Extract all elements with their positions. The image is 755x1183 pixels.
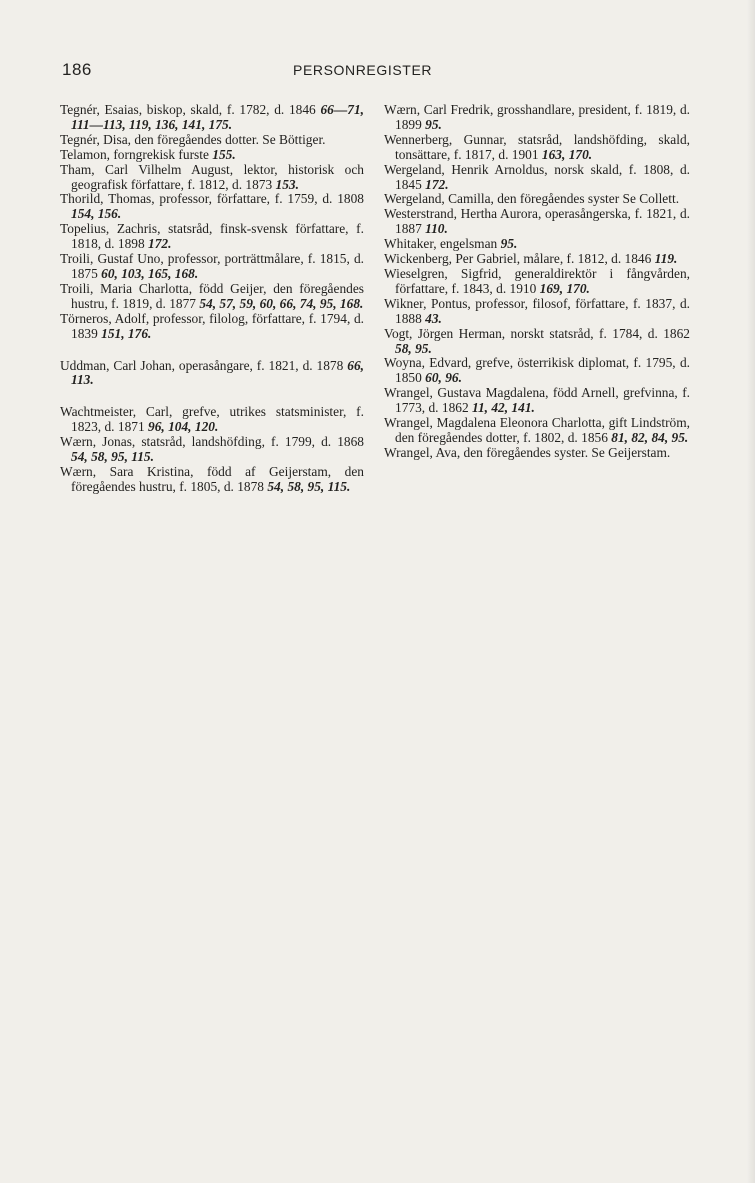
entry-text: Wergeland, Camilla, den föregåendes syster Se Collett. — [384, 191, 680, 207]
register-entry — [384, 297, 690, 327]
entry-text: Wærn, Sara Kristina, född af Geijerstam, den föregåendes hustru, f. 1805, d. 1878 — [60, 463, 364, 494]
entry-text: Wærn, Jonas, statsråd, landshöfding, f. 1799, d. 1868 — [60, 434, 364, 450]
entry-text: Troili, Maria Charlotta, född Geijer, den föregåendes hustru, f. 1819, d. 1877 — [60, 280, 364, 311]
register-entry — [60, 133, 364, 148]
entry-text: Wergeland, Henrik Arnoldus, norsk skald, f. 1808, d. 1845 — [384, 161, 690, 192]
entry-page-refs: 153. — [275, 176, 299, 192]
entry-page-refs: 95. — [500, 236, 518, 252]
register-entry — [384, 327, 690, 357]
entry-page-refs: 172. — [425, 176, 449, 192]
register-entry — [384, 192, 690, 207]
running-title: PERSONREGISTER — [293, 62, 433, 78]
entry-page-refs: 119. — [654, 251, 678, 267]
register-entry — [384, 133, 690, 163]
register-entry — [384, 252, 690, 267]
entry-page-refs: 110. — [425, 221, 448, 237]
entry-text: Wickenberg, Per Gabriel, målare, f. 1812, d. 1846 — [384, 251, 655, 267]
register-entry — [60, 312, 364, 342]
page-header — [62, 60, 695, 84]
entry-text: Törneros, Adolf, professor, filolog, författare, f. 1794, d. 1839 — [60, 310, 364, 341]
register-entry — [384, 416, 690, 446]
register-entry — [60, 405, 364, 435]
entry-page-refs: 151, 176. — [101, 325, 152, 341]
entry-text: Tegnér, Esaias, biskop, skald, f. 1782, d. 1846 — [60, 102, 321, 117]
register-entry — [384, 267, 690, 297]
entry-text: Wikner, Pontus, professor, filosof, författare, f. 1837, d. 1888 — [384, 295, 690, 326]
entry-text: Wrangel, Ava, den föregåendes syster. Se Geijerstam. — [384, 444, 671, 460]
entry-text: Wærn, Carl Fredrik, grosshandlare, president, f. 1819, d. 1899 — [384, 102, 690, 132]
entry-text: Troili, Gustaf Uno, professor, porträttmålare, f. 1815, d. 1875 — [60, 251, 364, 281]
entry-page-refs: 66, 113. — [71, 357, 364, 388]
entry-page-refs: 81, 82, 84, 95. — [611, 429, 689, 445]
register-entry — [384, 237, 690, 252]
entry-page-refs: 95. — [425, 116, 442, 132]
entry-text: Tegnér, Disa, den föregåendes dotter. Se Böttiger. — [60, 131, 326, 147]
entry-text: Whitaker, engelsman — [384, 236, 501, 252]
entry-page-refs: 96, 104, 120. — [148, 419, 219, 435]
page-number: 186 — [62, 60, 92, 79]
entry-page-refs: 60, 103, 165, 168. — [101, 265, 199, 281]
entry-page-refs: 66—71, 111—113, 119, 136, 141, 175. — [71, 102, 364, 132]
register-entry — [60, 103, 364, 133]
entry-text: Thorild, Thomas, professor, författare, f. 1759, d. 1808 — [60, 191, 364, 207]
entry-page-refs: 155. — [212, 146, 236, 162]
entry-text: Tham, Carl Vilhelm August, lektor, historisk och geografisk författare, f. 1812, d. 1873 — [60, 161, 364, 192]
register-entry — [384, 207, 690, 237]
entry-text: Topelius, Zachris, statsråd, finsk-svensk författare, f. 1818, d. 1898 — [60, 221, 364, 252]
entry-text: Wrangel, Magdalena Eleonora Charlotta, gift Lindström, den föregåendes dotter, f. 1802, d. 1856 — [384, 415, 690, 445]
entry-page-refs: 54, 58, 95, 115. — [267, 478, 351, 494]
entry-page-refs: 172. — [148, 236, 172, 252]
entry-text: Vogt, Jörgen Herman, norskt statsråd, f. 1784, d. 1862 — [384, 325, 690, 341]
entry-text: Uddman, Carl Johan, operasångare, f. 1821, d. 1878 — [60, 357, 348, 373]
right-column — [384, 103, 690, 461]
register-entry — [384, 446, 690, 461]
entry-text: Telamon, forngrekisk furste — [60, 146, 213, 162]
entry-page-refs: 163, 170. — [541, 146, 593, 162]
register-entry — [384, 386, 690, 416]
register-entry — [384, 103, 690, 133]
entry-text: Wieselgren, Sigfrid, generaldirektör i fångvården, författare, f. 1843, d. 1910 — [384, 265, 690, 296]
entry-text: Woyna, Edvard, grefve, österrikisk diplomat, f. 1795, d. 1850 — [384, 355, 690, 386]
entry-page-refs: 54, 58, 95, 115. — [71, 449, 154, 465]
entry-page-refs: 58, 95. — [395, 340, 432, 356]
register-entry — [60, 282, 364, 312]
entry-text: Westerstrand, Hertha Aurora, operasångerska, f. 1821, d. 1887 — [384, 206, 690, 237]
entry-page-refs: 43. — [425, 310, 442, 326]
entry-text: Wrangel, Gustava Magdalena, född Arnell, grefvinna, f. 1773, d. 1862 — [384, 385, 690, 416]
entry-text: Wennerberg, Gunnar, statsråd, landshöfding, skald, tonsättare, f. 1817, d. 1901 — [384, 131, 690, 162]
register-entry — [60, 252, 364, 282]
register-entry — [60, 163, 364, 193]
left-column — [60, 103, 364, 495]
entry-text: Wachtmeister, Carl, grefve, utrikes statsminister, f. 1823, d. 1871 — [60, 404, 364, 435]
register-entry — [60, 465, 364, 495]
register-entry — [60, 222, 364, 252]
page-edge-shadow — [747, 0, 755, 1183]
entry-page-refs: 11, 42, 141. — [472, 400, 535, 416]
register-entry — [60, 148, 364, 163]
entry-page-refs: 60, 96. — [425, 370, 462, 386]
register-entry — [384, 163, 690, 193]
register-entry — [60, 192, 364, 222]
entry-page-refs: 154, 156. — [71, 206, 122, 222]
register-entry — [384, 356, 690, 386]
register-entry — [60, 435, 364, 465]
entry-page-refs: 54, 57, 59, 60, 66, 74, 95, 168. — [199, 295, 364, 311]
entry-page-refs: 169, 170. — [539, 280, 590, 296]
register-entry — [60, 359, 364, 389]
